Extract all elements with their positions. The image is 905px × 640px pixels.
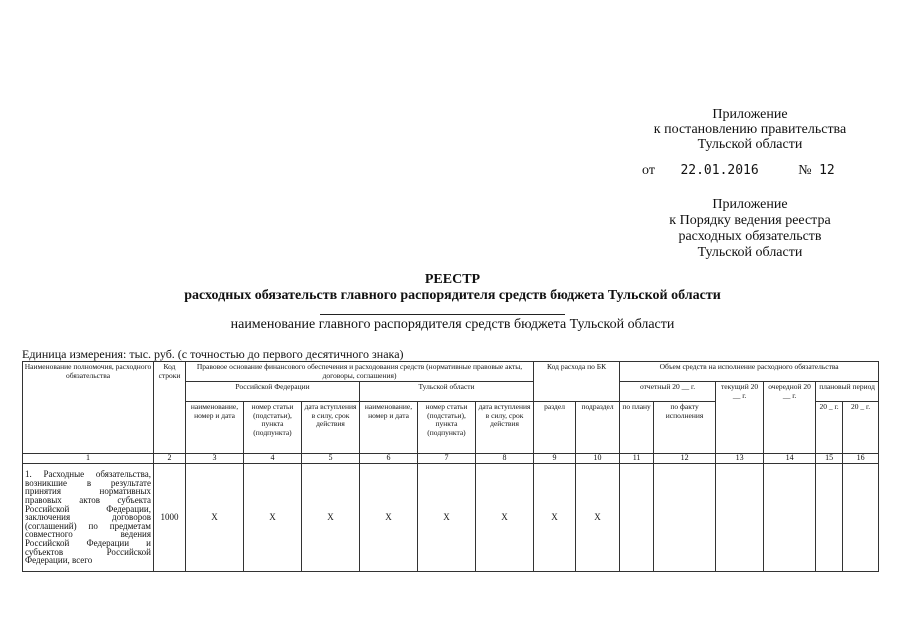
row-cell-empty [620,464,654,572]
col-number: 9 [534,454,576,464]
col-number: 10 [576,454,620,464]
attachment2-line: к Порядку ведения реестра [669,213,831,228]
header-article: номер статьи (подстатьи), пункта (подпункта) [244,402,302,454]
attachment-line: к постановлению правительства [653,122,847,137]
col-number: 15 [816,454,843,464]
header-tula: Тульской области [360,382,534,402]
attachment-line: Приложение [712,107,788,122]
header-code: Код строки [154,362,186,454]
row-cell: X [302,464,360,572]
header-rf: Российской Федерации [186,382,360,402]
header-by-fact: по факту исполнения [654,402,716,454]
col-number: 5 [302,454,360,464]
header-effective-tula: дата вступления в силу, срок действия [476,402,534,454]
column-numbers-row [23,454,879,464]
row-description: 1. Расходные обязательства, возникшие в результате принятия нормативных правовых актов субъекта Российской Федерации, заключения договоров (соглашений) по предметам совместного ведения Российской Федерации и субъектов Российской Федерации, всего [23,464,154,572]
document-title [0,272,905,304]
attachment2-line: Тульской области [697,245,803,260]
attachment2-line: расходных обязательств [678,229,822,244]
col-number: 13 [716,454,764,464]
attachment2-line: Приложение [712,197,788,212]
header-doc-name: наименование, номер и дата [186,402,244,454]
col-number: 16 [843,454,879,464]
register-table [22,361,879,572]
date-value: 22.01.2016 [680,163,759,178]
header-plan-year1: 20 _ г. [816,402,843,454]
row-cell: X [418,464,476,572]
header-report: отчетный 20 __ г. [620,382,716,402]
header-bk: Код расхода по БК [534,362,620,402]
attachment-block [630,107,870,152]
units-line: Единица измерения: тыс. руб. (с точностью до первого десятичного знака) [22,347,404,361]
date-number-row [642,163,835,179]
number-value: 12 [819,163,835,178]
row-cell-empty [716,464,764,572]
header-by-plan: по плану [620,402,654,454]
header-article-tula: номер статьи (подстатьи), пункта (подпункта) [418,402,476,454]
header-current: текущий 20 __ г. [716,382,764,454]
row-cell-empty [843,464,879,572]
col-number: 4 [244,454,302,464]
header-plan-year2: 20 _ г. [843,402,879,454]
header-doc-name-tula: наименование, номер и дата [360,402,418,454]
row-cell-empty [764,464,816,572]
attachment-line: Тульской области [697,137,803,152]
row-cell: X [576,464,620,572]
col-number: 14 [764,454,816,464]
col-number: 7 [418,454,476,464]
col-number: 6 [360,454,418,464]
attachment2-block [640,197,860,261]
row-code: 1000 [154,464,186,572]
col-number: 8 [476,454,534,464]
title-line1: РЕЕСТР [424,272,481,287]
row-cell-empty [654,464,716,572]
subtitle: наименование главного распорядителя средств бюджета Тульской области [230,317,675,332]
header-effective: дата вступления в силу, срок действия [302,402,360,454]
header-name: Наименование полномочия, расходного обязательства [23,362,154,454]
header-plan: плановый период [816,382,879,402]
row-cell: X [186,464,244,572]
row-cell: X [244,464,302,572]
header-volume: Объем средств на исполнение расходного обязательства [620,362,879,382]
header-subsection: подраздел [576,402,620,454]
date-prefix: от [642,163,655,178]
header-legal: Правовое основание финансового обеспечения и расходования средств (нормативные правовые акты, договоры, соглашения) [186,362,534,382]
col-number: 1 [23,454,154,464]
title-line2: расходных обязательств главного распорядителя средств бюджета Тульской области [184,288,721,303]
name-underline [320,314,565,315]
col-number: 3 [186,454,244,464]
header-next: очередной 20 __ г. [764,382,816,454]
row-cell: X [476,464,534,572]
col-number: 12 [654,454,716,464]
number-prefix: № [798,163,812,178]
header-section: раздел [534,402,576,454]
table-row [23,464,879,572]
row-cell: X [360,464,418,572]
row-cell: X [534,464,576,572]
row-cell-empty [816,464,843,572]
col-number: 2 [154,454,186,464]
col-number: 11 [620,454,654,464]
